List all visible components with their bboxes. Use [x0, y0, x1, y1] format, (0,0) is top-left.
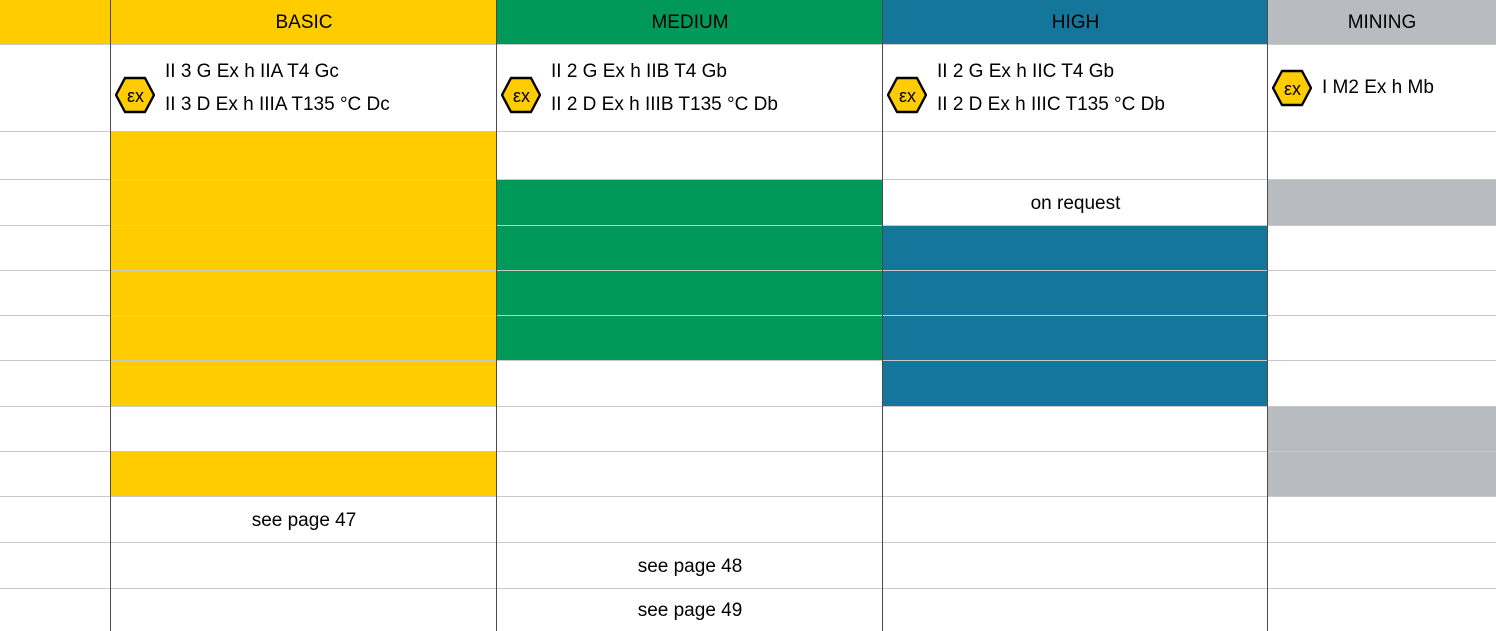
- header-row: [0, 0, 1496, 44]
- column-divider: [882, 0, 883, 631]
- column-header-label: BASIC: [275, 11, 333, 33]
- header-cell-medium: [497, 0, 883, 44]
- matrix-cell-basic: [111, 543, 497, 589]
- matrix-cell-basic: [111, 407, 497, 452]
- row-label-cell: [0, 316, 111, 361]
- row-divider: [0, 406, 1496, 407]
- marking-lines: [1322, 78, 1434, 98]
- row-label-cell: [0, 452, 111, 497]
- matrix-cell-medium: [497, 452, 883, 497]
- matrix-row: [0, 361, 1496, 407]
- ex-hexagon-icon: [887, 75, 927, 115]
- certification-cell-basic: [111, 44, 497, 132]
- certification-row: [0, 44, 1496, 132]
- cell-text: see page 47: [251, 509, 357, 531]
- marking-line: II 2 G Ex h IIC T4 Gb: [937, 61, 1115, 82]
- matrix-cell-high: [883, 271, 1268, 316]
- row-label-cell: [0, 407, 111, 452]
- row-label-cell: [0, 226, 111, 271]
- row-label-cell: [0, 589, 111, 631]
- matrix-cell-high: [883, 543, 1268, 589]
- marking-lines: [937, 55, 1165, 121]
- matrix-cell-basic: [111, 271, 497, 316]
- marking-lines: [551, 55, 778, 121]
- header-cell-basic: [111, 0, 497, 44]
- matrix-cell-medium: [497, 226, 883, 271]
- row-divider: [0, 451, 1496, 452]
- matrix-cell-medium: [497, 271, 883, 316]
- certification-cell-medium: [497, 44, 883, 132]
- matrix-cell-medium: [497, 543, 883, 589]
- marking-line: II 2 G Ex h IIB T4 Gb: [551, 61, 728, 82]
- matrix-row: [0, 180, 1496, 226]
- header-cell-mining: [1268, 0, 1496, 44]
- row-divider: [0, 496, 1496, 497]
- row-label-cell: [0, 180, 111, 226]
- row-divider: [0, 270, 1496, 271]
- row-label-cell: [0, 132, 111, 180]
- matrix-cell-mining: [1268, 132, 1496, 180]
- matrix-cell-basic: [111, 226, 497, 271]
- matrix-cell-mining: [1268, 452, 1496, 497]
- matrix-cell-high: [883, 589, 1268, 631]
- svg-text:εx: εx: [1283, 79, 1302, 99]
- row-divider: [0, 315, 1496, 316]
- marking-line: II 2 D Ex h IIIC T135 °C Db: [937, 94, 1165, 115]
- matrix-row: [0, 132, 1496, 180]
- column-header-label: MEDIUM: [651, 11, 729, 33]
- row-divider: [0, 225, 1496, 226]
- row-divider: [0, 44, 1496, 45]
- matrix-cell-medium: [497, 589, 883, 631]
- matrix-row: [0, 543, 1496, 589]
- matrix-cell-medium: [497, 316, 883, 361]
- marking-line: I M2 Ex h Mb: [1322, 77, 1434, 98]
- cell-text: see page 48: [637, 555, 743, 577]
- row-divider: [0, 588, 1496, 589]
- header-label-cell: [0, 0, 111, 44]
- row-label-cell: [0, 543, 111, 589]
- row-label-cell: [0, 361, 111, 407]
- column-divider: [110, 0, 111, 631]
- matrix-cell-high: [883, 361, 1268, 407]
- matrix-cell-basic: [111, 452, 497, 497]
- svg-text:εx: εx: [898, 86, 917, 106]
- matrix-cell-high: [883, 316, 1268, 361]
- matrix-cell-mining: [1268, 180, 1496, 226]
- matrix-cell-high: [883, 407, 1268, 452]
- ex-hexagon-icon: [1272, 68, 1312, 108]
- matrix-cell-basic: [111, 361, 497, 407]
- header-cell-high: [883, 0, 1268, 44]
- matrix-cell-high: [883, 497, 1268, 543]
- matrix-row: [0, 316, 1496, 361]
- matrix-row: [0, 589, 1496, 631]
- matrix-cell-basic: [111, 180, 497, 226]
- ex-hexagon-icon: [501, 75, 541, 115]
- matrix-cell-high: [883, 452, 1268, 497]
- matrix-cell-basic: [111, 497, 497, 543]
- certification-cell-high: [883, 44, 1268, 132]
- matrix-cell-mining: [1268, 589, 1496, 631]
- column-divider: [496, 0, 497, 631]
- matrix-cell-basic: [111, 132, 497, 180]
- matrix-cell-mining: [1268, 316, 1496, 361]
- row-label-cell: [0, 271, 111, 316]
- row-divider: [0, 360, 1496, 361]
- column-divider: [1267, 0, 1268, 631]
- matrix-cell-mining: [1268, 543, 1496, 589]
- svg-text:εx: εx: [126, 86, 145, 106]
- row-label-cell: [0, 497, 111, 543]
- matrix-cell-medium: [497, 497, 883, 543]
- matrix-cell-mining: [1268, 407, 1496, 452]
- matrix-cell-mining: [1268, 361, 1496, 407]
- matrix-cell-medium: [497, 132, 883, 180]
- row-divider: [0, 131, 1496, 132]
- cell-text: on request: [1030, 192, 1121, 214]
- certification-cell-mining: [1268, 44, 1496, 132]
- marking-line: II 2 D Ex h IIIB T135 °C Db: [551, 94, 778, 115]
- marking-lines: [165, 55, 390, 121]
- column-header-label: MINING: [1347, 11, 1417, 33]
- marking-line: II 3 G Ex h IIA T4 Gc: [165, 61, 339, 82]
- matrix-row: [0, 407, 1496, 452]
- matrix-row: [0, 452, 1496, 497]
- certification-label-cell: [0, 44, 111, 132]
- matrix-cell-mining: [1268, 271, 1496, 316]
- marking-line: II 3 D Ex h IIIA T135 °C Dc: [165, 94, 390, 115]
- matrix-cell-high: [883, 180, 1268, 226]
- row-divider: [0, 179, 1496, 180]
- matrix-cell-medium: [497, 361, 883, 407]
- matrix-row: [0, 226, 1496, 271]
- svg-text:εx: εx: [512, 86, 531, 106]
- matrix-row: [0, 271, 1496, 316]
- matrix-cell-basic: [111, 589, 497, 631]
- matrix-cell-mining: [1268, 226, 1496, 271]
- row-divider: [0, 542, 1496, 543]
- ex-hexagon-icon: [115, 75, 155, 115]
- matrix-cell-high: [883, 132, 1268, 180]
- matrix-cell-medium: [497, 407, 883, 452]
- cell-text: see page 49: [637, 599, 743, 621]
- matrix-row: [0, 497, 1496, 543]
- matrix-cell-medium: [497, 180, 883, 226]
- column-header-label: HIGH: [1051, 11, 1100, 33]
- matrix-cell-mining: [1268, 497, 1496, 543]
- matrix-cell-basic: [111, 316, 497, 361]
- matrix-cell-high: [883, 226, 1268, 271]
